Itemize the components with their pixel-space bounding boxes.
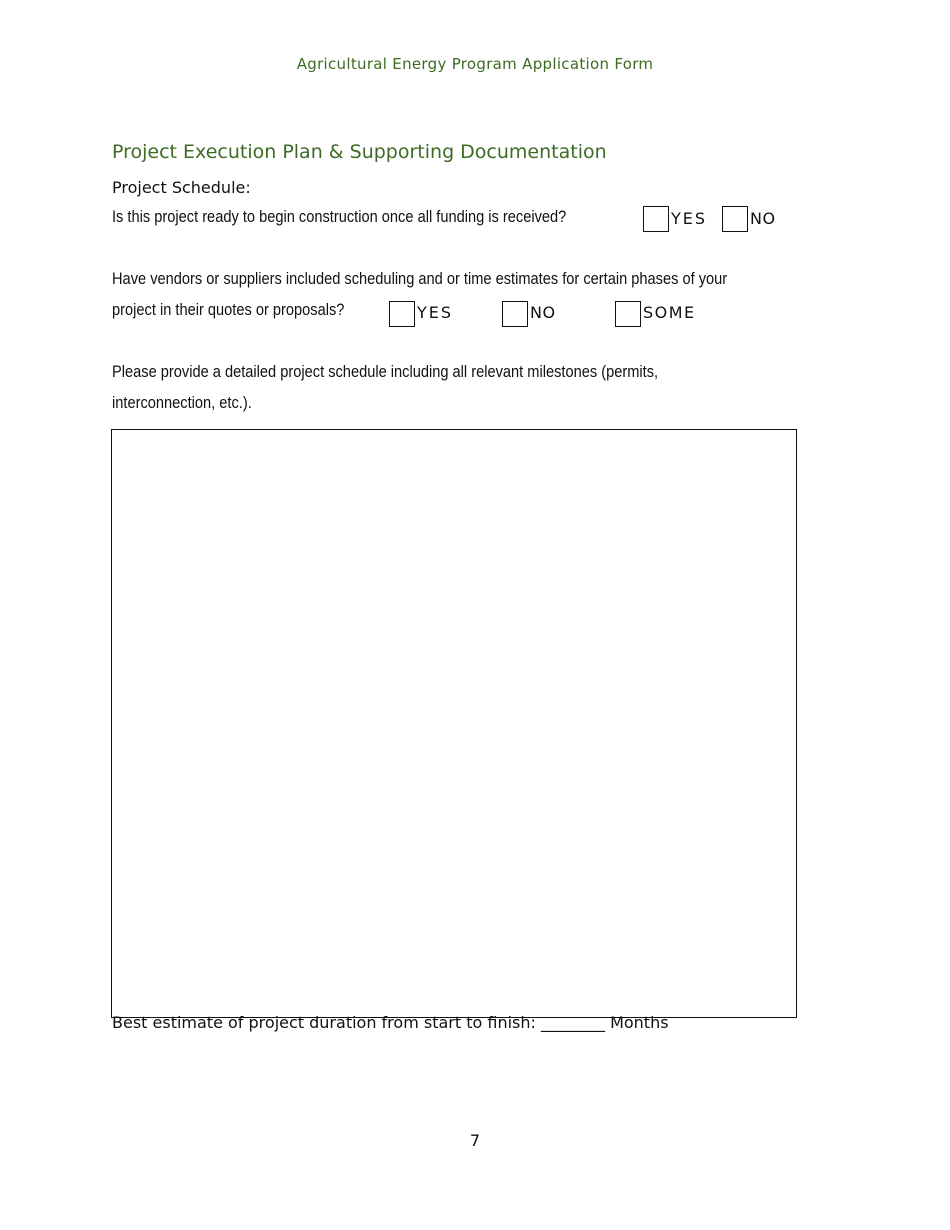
section-heading: Project Execution Plan & Supporting Documentation [112, 141, 607, 163]
project-schedule-textbox[interactable] [111, 429, 797, 1018]
question2-yes-label: YES [417, 303, 454, 322]
project-duration-line: Best estimate of project duration from start to finish: ________ Months [112, 1013, 669, 1032]
document-header-title: Agricultural Energy Program Application Form [296, 55, 654, 73]
question1-yes-label: YES [671, 209, 708, 228]
question2-text-line1: Have vendors or suppliers included scheduling and or time estimates for certain phases of your [112, 269, 728, 288]
question2-line2 [112, 300, 382, 320]
section-subheading [112, 178, 251, 197]
question1-line [112, 207, 640, 227]
question1-text: Is this project ready to begin construction once all funding is received? [112, 207, 567, 226]
question2-some-label: SOME [643, 303, 696, 322]
question2-text-line2: project in their quotes or proposals? [112, 300, 345, 319]
question1-no-label: NO [750, 209, 776, 228]
question2-no-checkbox[interactable] [502, 301, 528, 327]
question2-some-checkbox[interactable] [615, 301, 641, 327]
question2-yes-checkbox[interactable] [389, 301, 415, 327]
question3-text-line2: interconnection, etc.). [112, 393, 252, 412]
question3-text-line1: Please provide a detailed project schedule including all relevant milestones (permits, [112, 362, 659, 381]
page-number: 7 [469, 1131, 481, 1150]
question1-no-checkbox[interactable] [722, 206, 748, 232]
question3-line1 [112, 362, 747, 382]
question1-yes-checkbox[interactable] [643, 206, 669, 232]
question3-line2 [112, 393, 275, 413]
question2-no-label: NO [530, 303, 556, 322]
project-schedule-label: Project Schedule: [112, 178, 251, 197]
question2-line1 [112, 269, 827, 289]
